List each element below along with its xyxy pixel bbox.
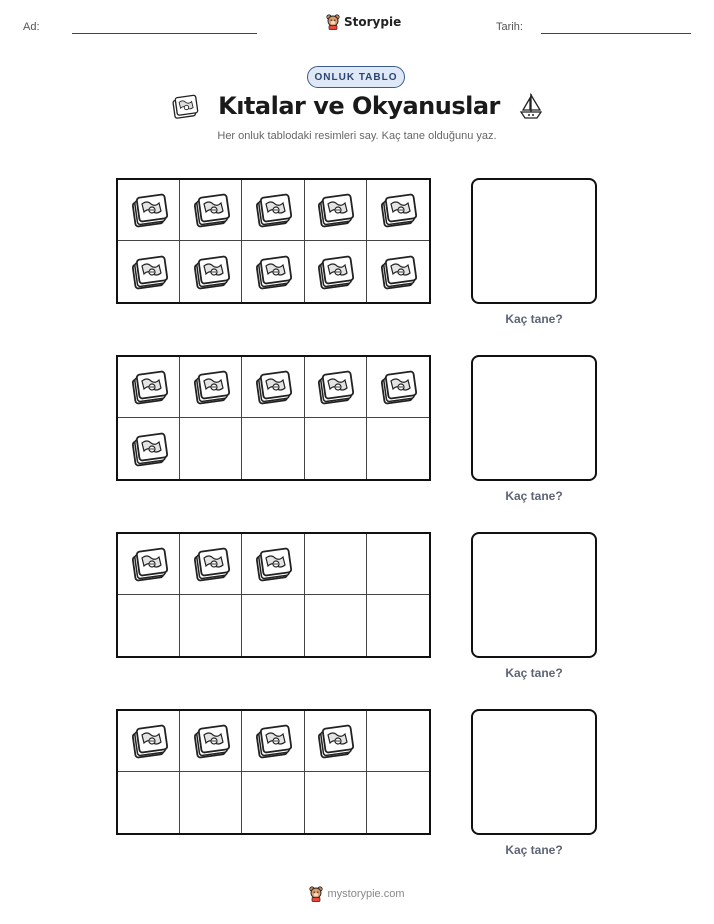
brand-name: Storypie bbox=[344, 15, 402, 29]
atlas-book-icon bbox=[378, 191, 418, 229]
atlas-book-icon bbox=[191, 722, 231, 760]
count-prompt: Kaç tane? bbox=[505, 666, 563, 680]
ten-frame-cell bbox=[367, 595, 429, 656]
ten-frame bbox=[116, 178, 431, 304]
atlas-book-icon bbox=[253, 191, 293, 229]
atlas-book-icon bbox=[315, 253, 355, 291]
atlas-book-icon bbox=[253, 368, 293, 406]
name-line[interactable] bbox=[72, 33, 257, 34]
ten-frame-cell bbox=[180, 180, 242, 241]
title-row bbox=[0, 92, 714, 120]
ten-frame-cell bbox=[180, 357, 242, 418]
footer bbox=[0, 886, 714, 902]
ten-frame-cell bbox=[118, 534, 180, 595]
ten-frame-cell bbox=[180, 595, 242, 656]
brand-logo bbox=[326, 14, 401, 30]
ten-frame-cell bbox=[242, 772, 304, 833]
ten-frame-cell bbox=[305, 595, 367, 656]
ten-frame-cell bbox=[305, 711, 367, 772]
atlas-book-icon bbox=[315, 191, 355, 229]
ten-frame-cell bbox=[305, 534, 367, 595]
ten-frame-cell bbox=[242, 711, 304, 772]
atlas-book-icon bbox=[129, 253, 169, 291]
ten-frame bbox=[116, 355, 431, 481]
atlas-book-icon bbox=[253, 545, 293, 583]
page-title: Kıtalar ve Okyanuslar bbox=[218, 92, 500, 120]
ten-frame-cell bbox=[305, 772, 367, 833]
ten-frame-cell bbox=[118, 711, 180, 772]
answer-box[interactable] bbox=[471, 709, 597, 835]
name-label: Ad: bbox=[23, 21, 40, 33]
count-prompt: Kaç tane? bbox=[505, 843, 563, 857]
ten-frame-cell bbox=[242, 534, 304, 595]
atlas-book-icon bbox=[191, 545, 231, 583]
instructions: Her onluk tablodaki resimleri say. Kaç tane olduğunu yaz. bbox=[217, 130, 497, 142]
ten-frame-cell bbox=[242, 241, 304, 302]
count-prompt: Kaç tane? bbox=[505, 312, 563, 326]
ten-frame-cell bbox=[367, 418, 429, 479]
ten-frame-cell bbox=[305, 241, 367, 302]
atlas-book-icon bbox=[191, 191, 231, 229]
atlas-book-icon bbox=[129, 368, 169, 406]
worksheet-type-badge: ONLUK TABLO bbox=[307, 66, 405, 88]
atlas-book-icon bbox=[378, 368, 418, 406]
ten-frame-cell bbox=[367, 357, 429, 418]
ten-frame-cell bbox=[118, 241, 180, 302]
ten-frame-cell bbox=[367, 711, 429, 772]
ten-frame-cell bbox=[305, 357, 367, 418]
ten-frame-cell bbox=[305, 180, 367, 241]
atlas-book-icon bbox=[129, 722, 169, 760]
date-line[interactable] bbox=[541, 33, 691, 34]
ten-frame-cell bbox=[180, 534, 242, 595]
atlas-book-icon bbox=[253, 253, 293, 291]
ten-frame-cell bbox=[118, 357, 180, 418]
atlas-book-icon bbox=[315, 368, 355, 406]
footer-url: mystorypie.com bbox=[327, 888, 405, 900]
ten-frame-cell bbox=[242, 595, 304, 656]
atlas-book-icon bbox=[129, 430, 169, 468]
atlas-book-icon bbox=[253, 722, 293, 760]
ten-frame-cell bbox=[180, 241, 242, 302]
ten-frame-cell bbox=[367, 534, 429, 595]
ten-frame-cell bbox=[180, 418, 242, 479]
ten-frame-cell bbox=[118, 595, 180, 656]
atlas-book-icon bbox=[191, 368, 231, 406]
ten-frame-cell bbox=[367, 180, 429, 241]
atlas-book-icon bbox=[315, 722, 355, 760]
bear-mascot-icon bbox=[326, 14, 340, 30]
ten-frame-cell bbox=[180, 711, 242, 772]
count-prompt: Kaç tane? bbox=[505, 489, 563, 503]
ten-frame-cell bbox=[118, 772, 180, 833]
ten-frame-cell bbox=[180, 772, 242, 833]
ten-frame-cell bbox=[242, 418, 304, 479]
atlas-book-icon bbox=[191, 253, 231, 291]
atlas-book-icon bbox=[129, 191, 169, 229]
ten-frame bbox=[116, 709, 431, 835]
ten-frame-cell bbox=[367, 772, 429, 833]
answer-box[interactable] bbox=[471, 355, 597, 481]
date-label: Tarih: bbox=[496, 21, 523, 33]
answer-box[interactable] bbox=[471, 178, 597, 304]
atlas-book-icon bbox=[378, 253, 418, 291]
ten-frame-cell bbox=[242, 180, 304, 241]
bear-mascot-icon bbox=[309, 886, 323, 902]
sailboat-icon bbox=[518, 92, 544, 120]
answer-box[interactable] bbox=[471, 532, 597, 658]
ten-frame-cell bbox=[242, 357, 304, 418]
ten-frame-cell bbox=[118, 418, 180, 479]
ten-frame-cell bbox=[305, 418, 367, 479]
atlas-book-icon bbox=[129, 545, 169, 583]
ten-frame bbox=[116, 532, 431, 658]
ten-frame-cell bbox=[367, 241, 429, 302]
atlas-book-icon bbox=[170, 92, 200, 120]
ten-frame-cell bbox=[118, 180, 180, 241]
